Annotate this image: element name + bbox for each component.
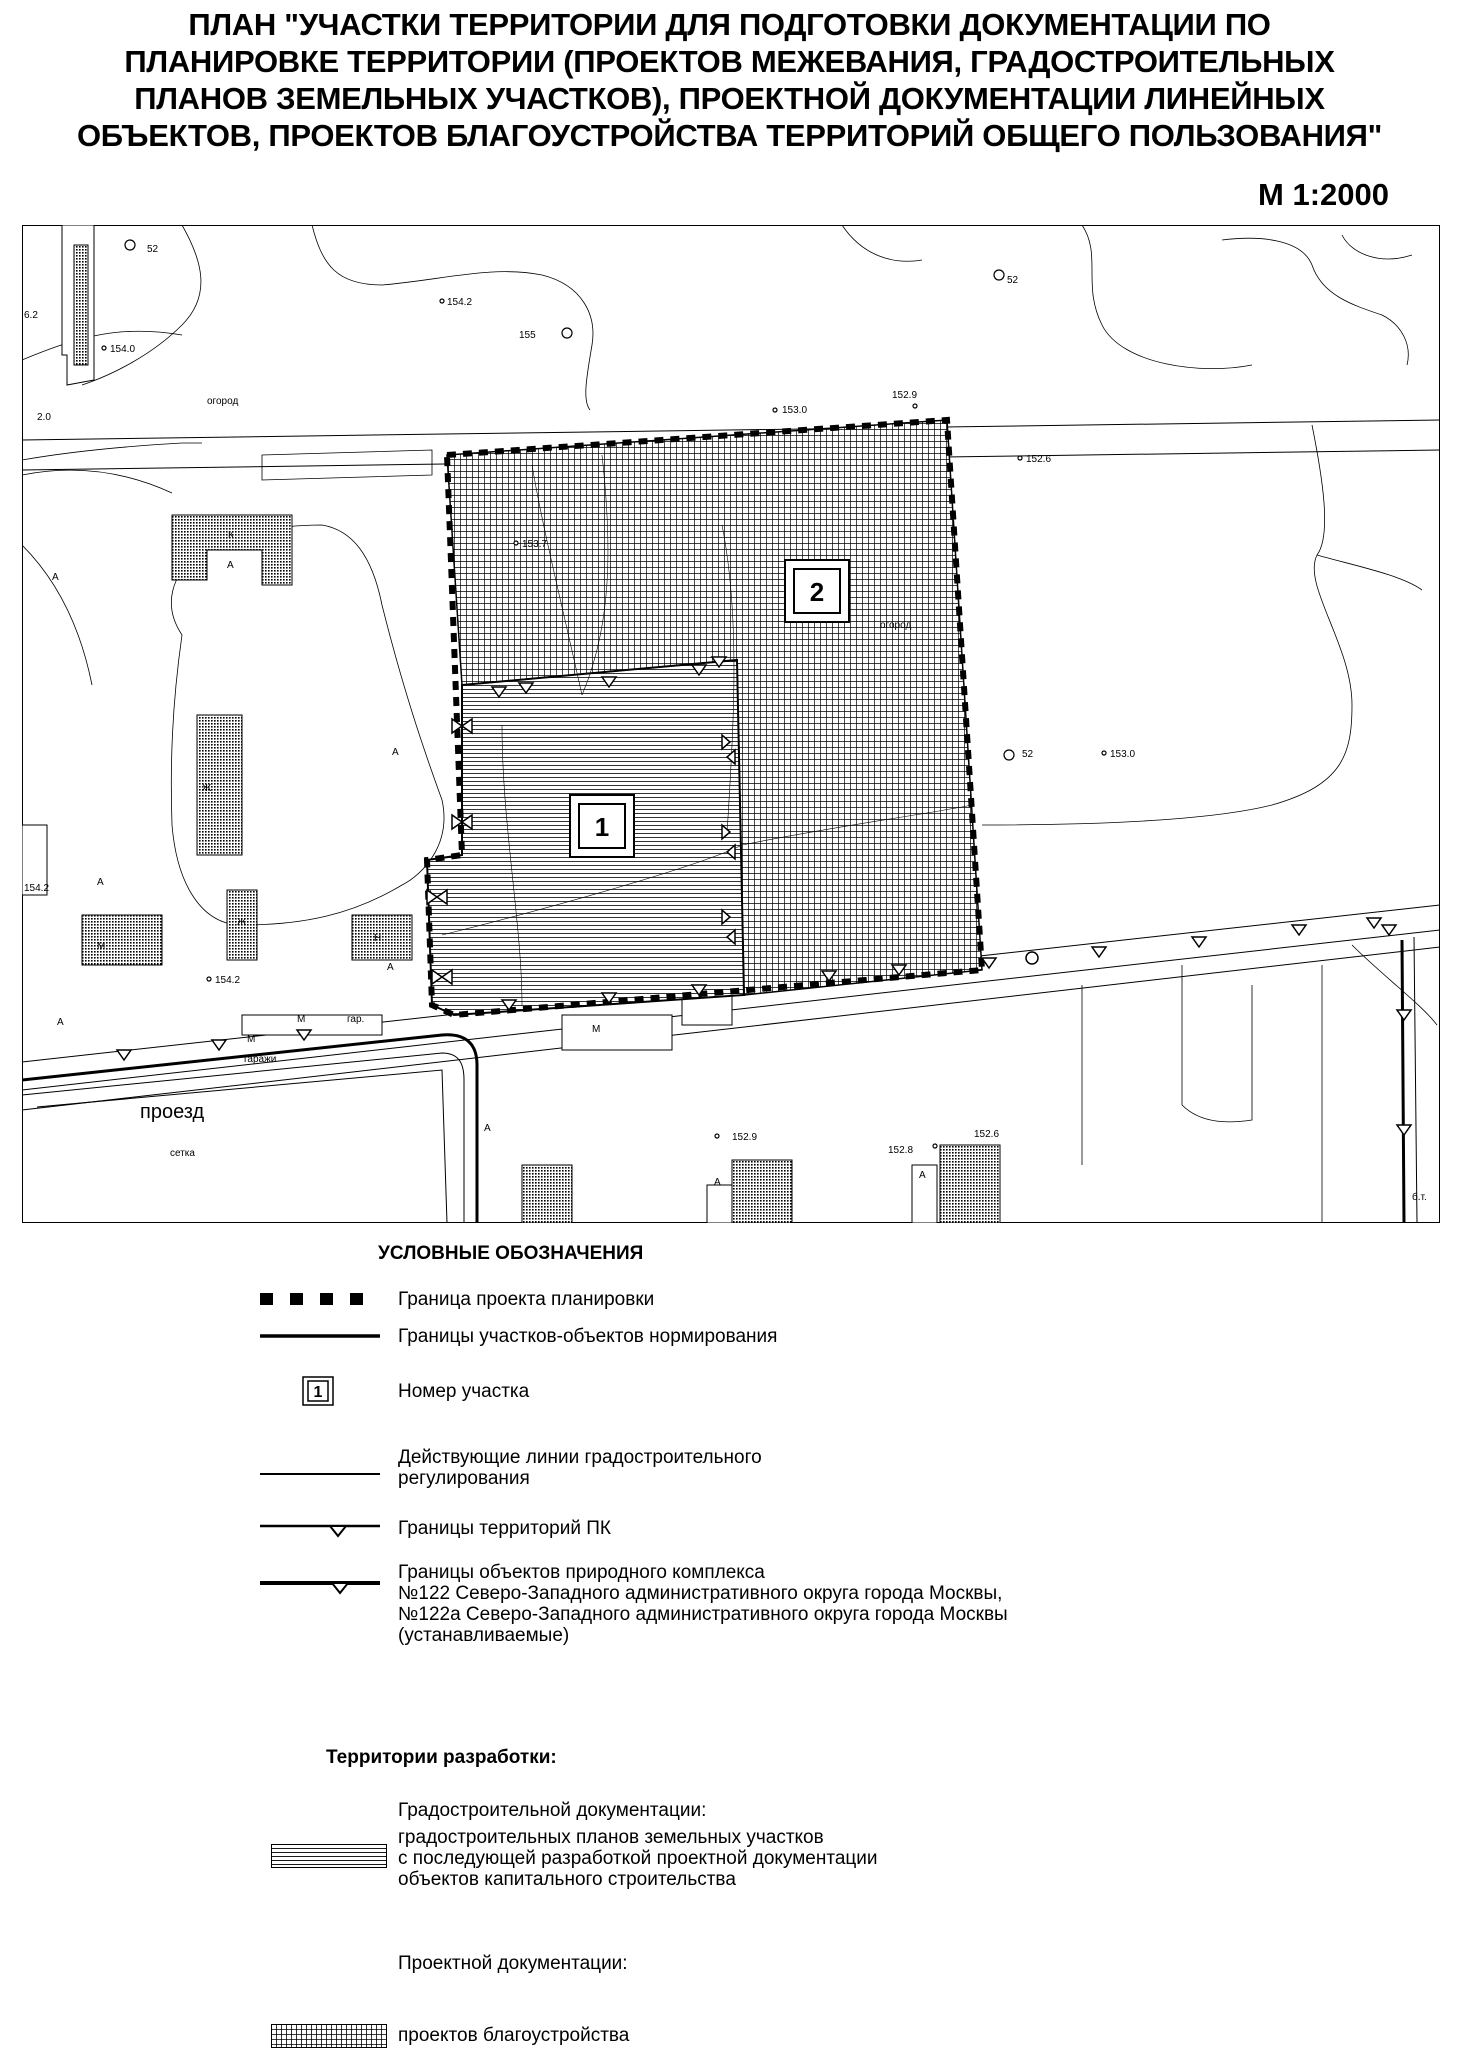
bldg-letter-a3: А <box>57 1017 64 1028</box>
legend-regulation-lines <box>398 1447 762 1489</box>
legend-regulation-line-1: Действующие линии градостроительного <box>398 1447 762 1468</box>
plot-2-number: 2 <box>809 577 825 607</box>
elev-1540: 154.0 <box>110 344 136 355</box>
legend-urban-doc: Градостроительной документации: <box>398 1800 707 1821</box>
elev-155: 155 <box>519 330 536 341</box>
label-setka: сетка <box>170 1148 195 1159</box>
legend-symbol-planning-boundary <box>260 1291 380 1307</box>
plan-title <box>0 6 1459 154</box>
legend-improvement: проектов благоустройства <box>398 2025 630 2046</box>
legend-gpzu-line-3: объектов капитального строительства <box>398 1869 736 1890</box>
elev-1526-b: 152.6 <box>974 1129 1000 1140</box>
elev-62: 6.2 <box>24 310 38 321</box>
elev-52-c: 52 <box>1022 749 1034 760</box>
title-line-1: ПЛАН "УЧАСТКИ ТЕРРИТОРИИ ДЛЯ ПОДГОТОВКИ ДОКУМЕНТАЦИИ ПО <box>188 7 1271 42</box>
elev-1529-a: 152.9 <box>892 390 918 401</box>
bldg-letter-a5: А <box>52 572 59 583</box>
legend-symbol-natural-complex <box>260 1577 380 1597</box>
bldg-letter-a7: А <box>484 1123 491 1134</box>
plot-1-number-box[interactable] <box>570 795 634 857</box>
bldg-letter-zh1: Ж <box>202 783 212 794</box>
elev-20: 2.0 <box>37 412 51 423</box>
legend-symbol-improvement-grid <box>271 2024 387 2048</box>
bldg-letter-a8: А <box>714 1177 721 1188</box>
elev-1530-a: 153.0 <box>782 405 808 416</box>
bldg-letter-a2: А <box>387 962 394 973</box>
pole-symbol <box>1026 952 1038 964</box>
site-plan-map[interactable] <box>22 225 1440 1223</box>
legend-symbol-pk-boundary <box>260 1520 380 1540</box>
bldg-letter-k: К <box>228 530 234 541</box>
title-line-3: ПЛАНОВ ЗЕМЕЛЬНЫХ УЧАСТКОВ), ПРОЕКТНОЙ ДОКУМЕНТАЦИИ ЛИНЕЙНЫХ <box>134 81 1325 116</box>
label-bt: б.т. <box>1412 1192 1427 1203</box>
label-proezd: проезд <box>140 1101 205 1123</box>
legend-regulation-line-2: регулирования <box>398 1468 530 1489</box>
title-line-2: ПЛАНИРОВКЕ ТЕРРИТОРИИ (ПРОЕКТОВ МЕЖЕВАНИЯ, ГРАДОСТРОИТЕЛЬНЫХ <box>124 44 1335 79</box>
label-ogorod-plot: огород <box>880 620 912 631</box>
legend-planning-boundary: Граница проекта планировки <box>398 1289 655 1310</box>
map-scale: М 1:2000 <box>1258 177 1389 212</box>
legend-plot-boundaries: Границы участков-объектов нормирования <box>398 1326 778 1347</box>
legend-gpzu-line-2: с последующей разработкой проектной документации <box>398 1848 878 1869</box>
bldg-letter-m4: М <box>247 1034 256 1045</box>
legend-natural-line-2: №122 Северо-Западного административного округа города Москвы, <box>398 1583 1003 1604</box>
elev-1542-b: 154.2 <box>24 883 50 894</box>
legend-gpzu <box>398 1827 878 1890</box>
bldg-letter-m3: М <box>592 1024 601 1035</box>
legend-symbol-regulation-lines <box>260 1471 380 1477</box>
legend-gpzu-line-1: градостроительных планов земельных участков <box>398 1827 824 1848</box>
plot-1-number: 1 <box>594 812 610 842</box>
legend-heading: УСЛОВНЫЕ ОБОЗНАЧЕНИЯ <box>378 1243 644 1264</box>
bldg-letter-m1: М <box>97 941 106 952</box>
legend-natural-line-3: №122а Северо-Западного административного округа города Москвы <box>398 1604 1008 1625</box>
bldg-letter-a9: А <box>919 1170 926 1181</box>
bldg-letter-a1: А <box>227 560 234 571</box>
title-line-4: ОБЪЕКТОВ, ПРОЕКТОВ БЛАГОУСТРОЙСТВА ТЕРРИТОРИЙ ОБЩЕГО ПОЛЬЗОВАНИЯ" <box>76 118 1383 153</box>
elev-1542-c: 154.2 <box>215 975 241 986</box>
label-gar: гар. <box>347 1014 365 1025</box>
elev-52-b: 52 <box>1007 275 1019 286</box>
legend-natural-complex <box>398 1562 1008 1646</box>
label-garazhi: гаражи <box>244 1054 277 1065</box>
elev-1530-b: 153.0 <box>1110 749 1136 760</box>
legend-natural-line-1: Границы объектов природного комплекса <box>398 1562 765 1583</box>
legend-pk-boundary: Границы территорий ПК <box>398 1518 611 1539</box>
plot-2-number-box[interactable] <box>785 560 849 622</box>
legend-natural-line-4: (устанавливаемые) <box>398 1625 570 1646</box>
legend-symbol-plot-number <box>302 1376 334 1406</box>
legend-plot-number-sample: 1 <box>313 1384 323 1401</box>
elev-1526-a: 152.6 <box>1026 454 1052 465</box>
bldg-letter-a6: А <box>392 747 399 758</box>
elev-1529-b: 152.9 <box>732 1132 758 1143</box>
bldg-letter-zh2: Ж <box>237 917 247 928</box>
legend-plot-number: Номер участка <box>398 1381 530 1402</box>
bldg-letter-a4: А <box>97 877 104 888</box>
elev-52-a: 52 <box>147 244 159 255</box>
legend-symbol-plot-boundaries <box>260 1333 380 1339</box>
elev-1528: 152.8 <box>888 1145 914 1156</box>
elev-1537: 153.7 <box>522 539 548 550</box>
bldg-letter-n: Н <box>374 933 382 944</box>
bldg-letter-m2: М <box>297 1014 306 1025</box>
elev-1542-a: 154.2 <box>447 297 473 308</box>
label-ogorod-top: огород <box>207 396 239 407</box>
legend-symbol-gpzu-hatch <box>271 1844 387 1868</box>
legend-dev-heading: Территории разработки: <box>326 1747 557 1768</box>
legend-project-doc: Проектной документации: <box>398 1953 628 1974</box>
